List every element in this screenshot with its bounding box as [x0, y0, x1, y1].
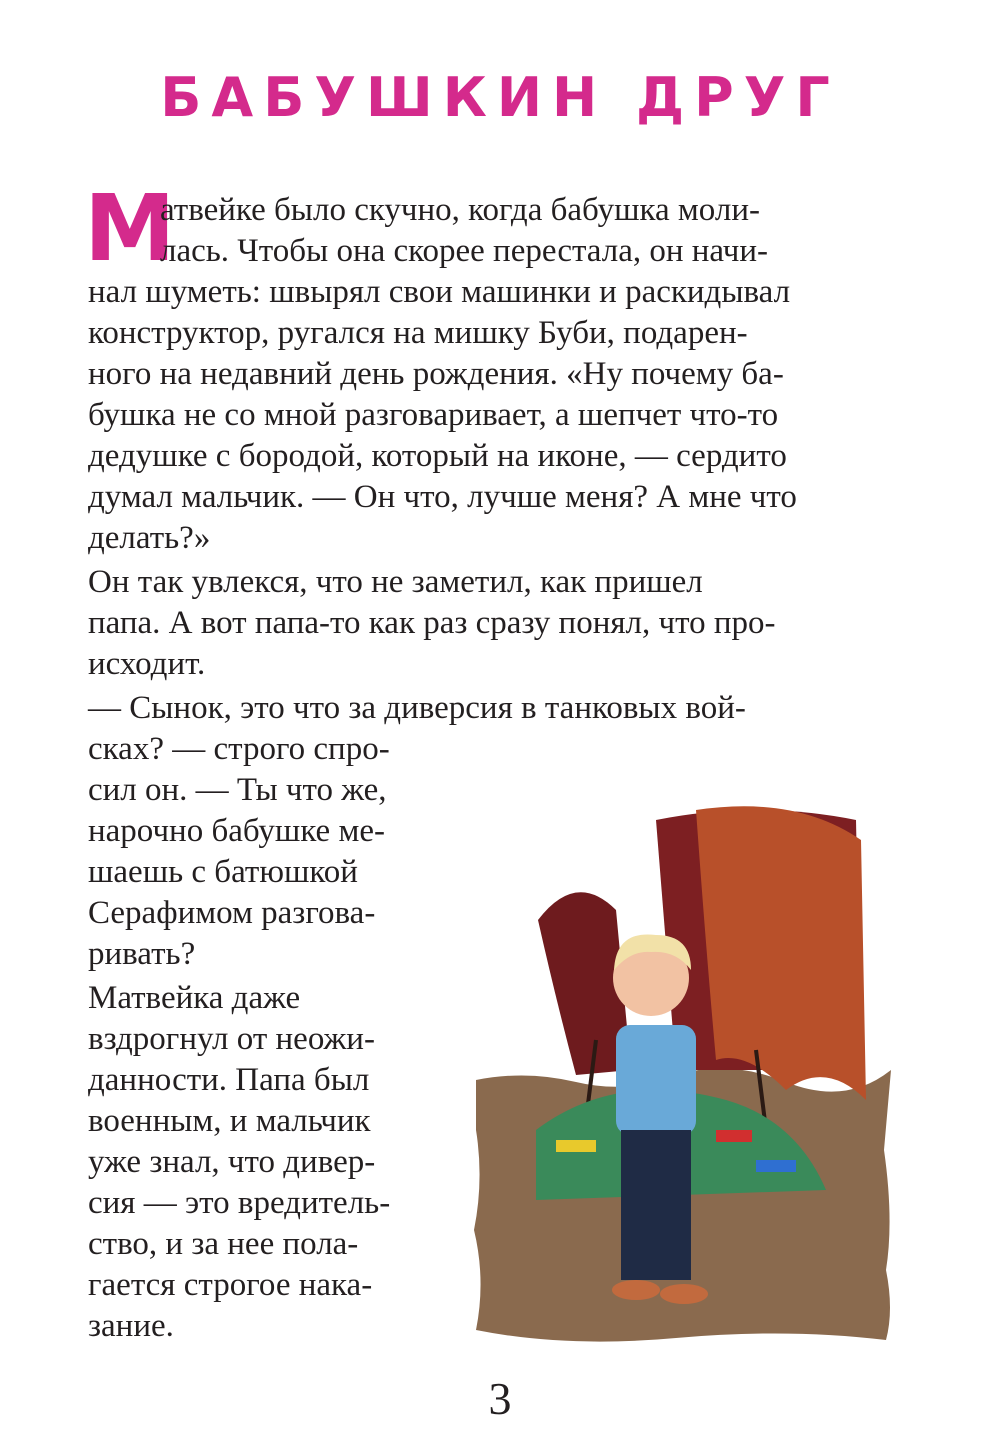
toy-brick [556, 1140, 596, 1152]
page-number: 3 [488, 1373, 512, 1424]
text-line: делать?» [88, 520, 211, 556]
text-line: сил он. — Ты что же, [88, 772, 387, 808]
boy-shoe [612, 1280, 660, 1300]
toy-brick [756, 1160, 796, 1172]
text-line: Он так увлекся, что не заметил, как пришел [88, 564, 703, 600]
text-line: дедушке с бородой, который на иконе, — сердито [88, 438, 787, 474]
boy-trousers [621, 1130, 691, 1280]
text-line: сках? — строго спро- [88, 731, 390, 767]
text-line: ривать? [88, 936, 196, 972]
toy-brick [716, 1130, 752, 1142]
text-line: бушка не со мной разговаривает, а шепчет что-то [88, 397, 779, 433]
text-line: военным, и мальчик [88, 1103, 371, 1139]
chapter-title: БАБУШКИН ДРУГ [160, 66, 840, 129]
text-line: конструктор, ругался на мишку Буби, подарен- [88, 315, 748, 351]
text-line: нарочно бабушке ме- [88, 813, 385, 849]
text-line: ство, и за нее пола- [88, 1226, 359, 1262]
text-line: вздрогнул от неожи- [88, 1021, 375, 1057]
text-line: папа. А вот папа-то как раз сразу понял, что про- [88, 605, 776, 641]
illustration-boy-armchair [466, 800, 896, 1345]
text-line: исходит. [88, 646, 206, 682]
text-line: атвейке было скучно, когда бабушка моли- [160, 192, 760, 228]
text-line: уже знал, что дивер- [88, 1144, 376, 1180]
text-line: ного на недавний день рождения. «Ну почему ба- [88, 356, 784, 392]
text-line: нал шуметь: швырял свои машинки и раскидывал [88, 274, 791, 310]
boy-shirt [616, 1025, 696, 1135]
text-line: сия — это вредитель- [88, 1185, 391, 1221]
text-line: шаешь с батюшкой [88, 854, 358, 890]
drop-cap: М [84, 175, 176, 282]
text-line: зание. [88, 1308, 174, 1344]
text-line: гается строгое нака- [88, 1267, 373, 1303]
blanket [696, 806, 866, 1100]
text-line: лась. Чтобы она скорее перестала, он начи- [160, 233, 769, 269]
boy-shoe [660, 1284, 708, 1304]
text-line: думал мальчик. — Он что, лучше меня? А мне что [88, 479, 797, 515]
text-line: Серафимом разгова- [88, 895, 376, 931]
text-line: данности. Папа был [88, 1062, 370, 1098]
text-line: — Сынок, это что за диверсия в танковых вой- [88, 690, 746, 726]
text-line: Матвейка даже [88, 980, 301, 1016]
